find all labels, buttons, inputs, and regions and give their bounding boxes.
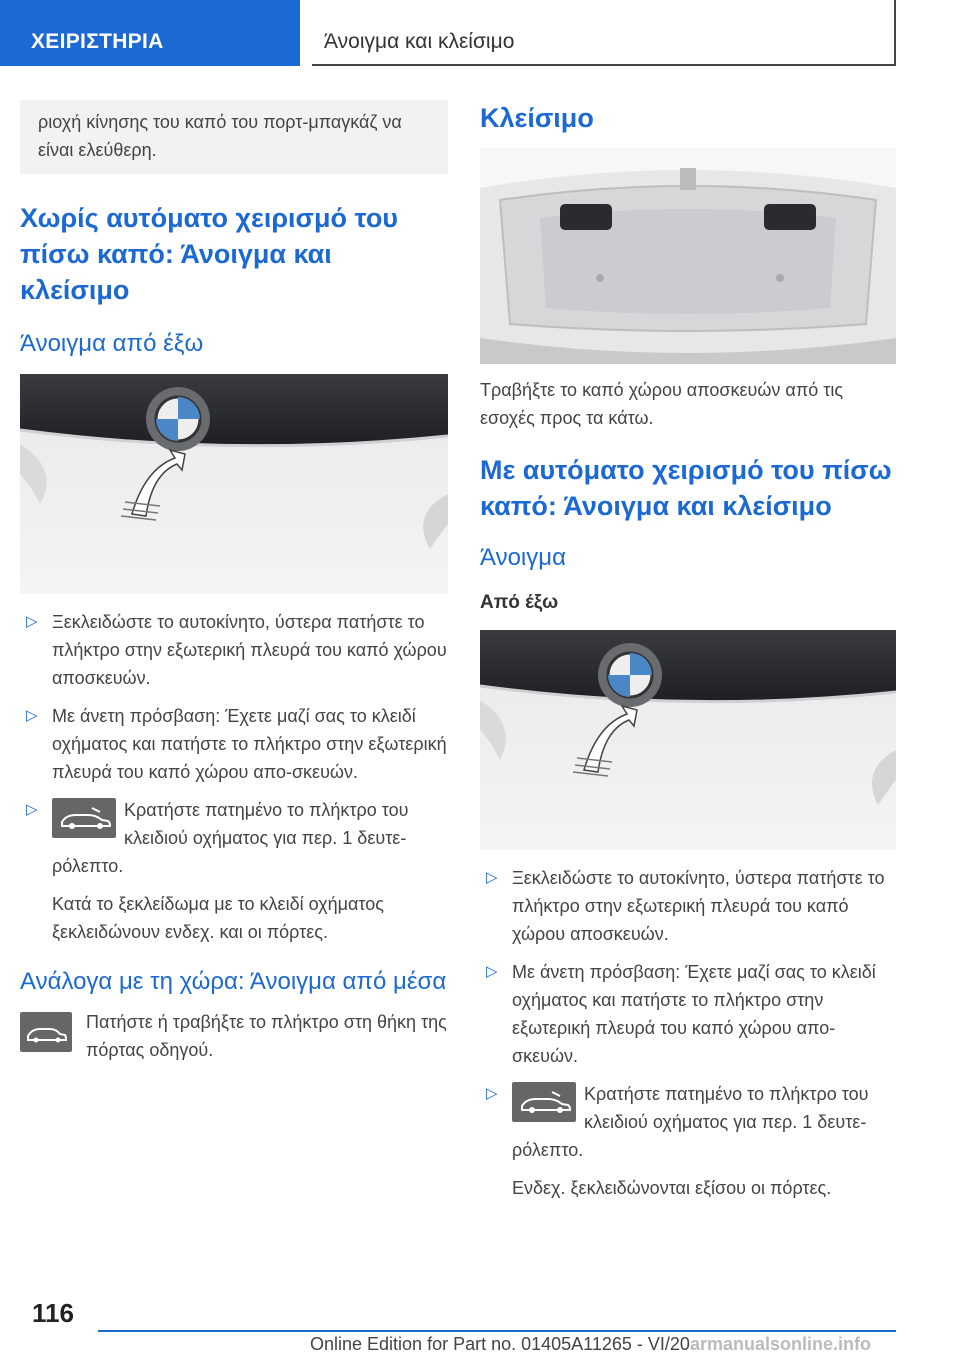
trunk-button-icon: [20, 1012, 72, 1052]
step-auto-2: ▷ Με άνετη πρόσβαση: Έχετε μαζί σας το κλειδί οχήματος και πατήστε το πλήκτρο στην εξωτερική πλευρά του καπό χώρου απο-σκευών.: [480, 958, 896, 1070]
left-column: [20, 100, 448, 1068]
subheading-from-outside: Από έξω: [480, 592, 559, 613]
step-note: Κατά το ξεκλείδωμα με το κλειδί οχήματος ξεκλειδώνουν ενδεχ. και οι πόρτες.: [52, 894, 384, 942]
triangle-bullet-icon: ▷: [26, 613, 38, 630]
step-1: ▷ Ξεκλειδώστε το αυτοκίνητο, ύστερα πατήστε το πλήκτρο στην εξωτερική πλευρά του καπό χώρου αποσκευών.: [20, 608, 448, 692]
section-tab: ΧΕΙΡΙΣΤΗΡΙΑ: [0, 0, 300, 66]
trunk-button-photo: [20, 374, 448, 594]
triangle-bullet-icon: ▷: [486, 1085, 498, 1102]
section-heading-close: Κλείσιμο: [480, 103, 594, 133]
inside-instruction: Πατήστε ή τραβήξτε το πλήκτρο στη θήκη της πόρτας οδηγού.: [20, 1008, 448, 1068]
step-3: ▷ Κρατήστε πατημένο το πλήκτρο του κλειδιού οχήματος για περ. 1 δευτε-ρόλεπτο.: [20, 796, 448, 880]
footer-divider: [98, 1330, 896, 1332]
triangle-bullet-icon: ▷: [486, 869, 498, 886]
trunk-lid-inside-photo: [480, 148, 896, 364]
step-auto-3: ▷ Κρατήστε πατημένο το πλήκτρο του κλειδιού οχήματος για περ. 1 δευτε-ρόλεπτο.: [480, 1080, 896, 1164]
step-auto-note: Ενδεχ. ξεκλειδώνονται εξίσου οι πόρτες.: [512, 1178, 832, 1198]
triangle-bullet-icon: ▷: [26, 801, 38, 818]
watermark: armanualsonline.info: [690, 1334, 872, 1354]
page-header: [0, 0, 960, 66]
close-instruction: Τραβήξτε το καπό χώρου αποσκευών από τις εσοχές προς τα κάτω.: [480, 380, 844, 428]
section-heading-automatic: Με αυτόματο χειρισμό του πίσω καπό: Άνοιγμα και κλείσιμο: [480, 455, 892, 521]
step-2: ▷ Με άνετη πρόσβαση: Έχετε μαζί σας το κλειδί οχήματος και πατήστε το πλήκτρο στην εξωτερική πλευρά του καπό χώρου απο-σκευών.: [20, 702, 448, 786]
triangle-bullet-icon: ▷: [26, 707, 38, 724]
continued-note: ριοχή κίνησης του καπό του πορτ-μπαγκάζ να είναι ελεύθερη.: [20, 100, 448, 174]
section-heading-manual: Χωρίς αυτόματο χειρισμό του πίσω καπό: Άνοιγμα και κλείσιμο: [20, 203, 399, 305]
step-auto-1: ▷ Ξεκλειδώστε το αυτοκίνητο, ύστερα πατήστε το πλήκτρο στην εξωτερική πλευρά του καπό χώρου αποσκευών.: [480, 864, 896, 948]
subheading-open: Άνοιγμα: [480, 544, 566, 571]
trunk-button-photo-2: [480, 630, 896, 850]
subheading-open-outside: Άνοιγμα από έξω: [20, 330, 204, 357]
subheading-open-inside: Ανάλογα με τη χώρα: Άνοιγμα από μέσα: [20, 968, 447, 995]
car-key-trunk-icon: [52, 798, 116, 838]
triangle-bullet-icon: ▷: [486, 963, 498, 980]
right-column: [480, 100, 896, 1202]
chapter-title: Άνοιγμα και κλείσιμο: [312, 0, 896, 66]
edition-text: Online Edition for Part no. 01405A11265 - VI/20: [310, 1334, 690, 1354]
car-key-trunk-icon: [512, 1082, 576, 1122]
page-number: 116: [32, 1298, 74, 1328]
